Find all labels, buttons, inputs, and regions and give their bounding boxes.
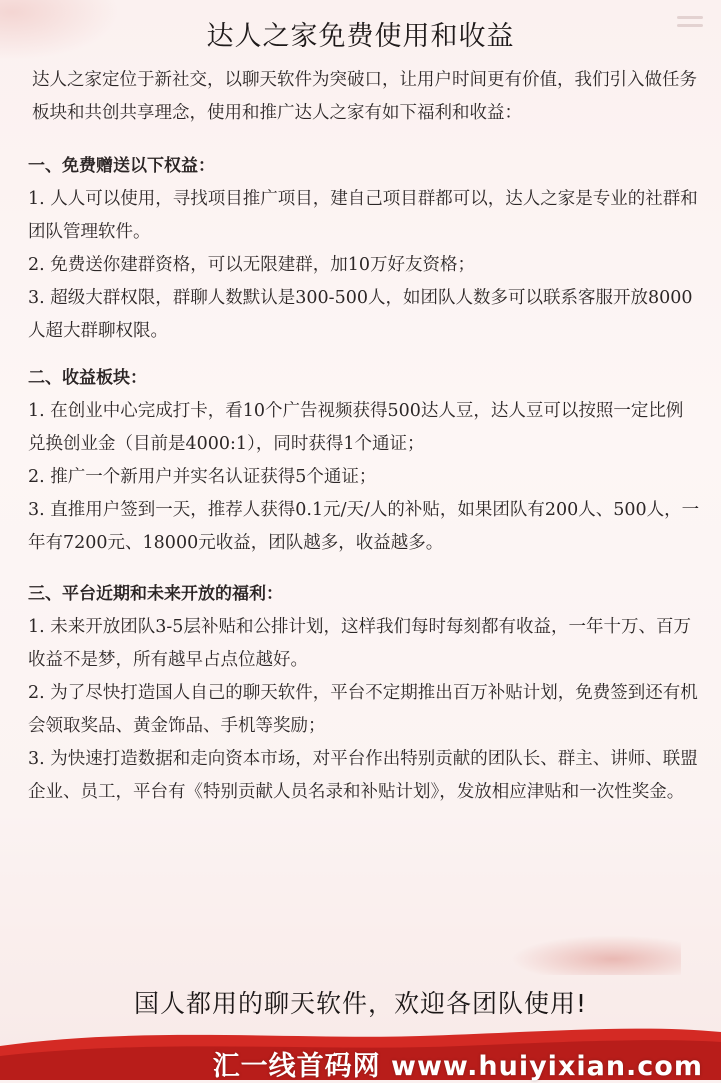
page-title: 达人之家免费使用和收益	[206, 21, 515, 52]
section-3-heading: 三、平台近期和未来开放的福利：	[28, 584, 283, 604]
section-2-item-3: 3. 直推用户签到一天，推荐人获得0.1元/天/人的补贴，如果团队有200人、500人，一年有7200元、18000元收益，团队越多，收益越多。	[28, 500, 700, 553]
section-3-item-1: 1. 未来开放团队3-5层补贴和公排计划，这样我们每时每刻都有收益，一年十万、百万收益不是梦，所有越早占点位越好。	[28, 617, 691, 670]
section-2-item-1: 1. 在创业中心完成打卡，看10个广告视频获得500达人豆，达人豆可以按照一定比例兑换创业金（目前是4000:1），同时获得1个通证；	[28, 401, 684, 454]
intro-paragraph: 达人之家定位于新社交，以聊天软件为突破口，让用户时间更有价值，我们引入做任务板块和共创共享理念，使用和推广达人之家有如下福利和收益：	[32, 70, 697, 123]
section-1-heading: 一、免费赠送以下权益：	[28, 156, 215, 176]
section-3-item-2: 2. 为了尽快打造国人自己的聊天软件，平台不定期推出百万补贴计划，免费签到还有机会领取奖品、黄金饰品、手机等奖励；	[28, 683, 698, 736]
slogan: 国人都用的聊天软件，欢迎各团队使用!	[133, 989, 588, 1018]
article-body	[28, 64, 700, 809]
decorative-cloud	[511, 935, 681, 975]
section-2-heading: 二、收益板块：	[28, 368, 147, 388]
section-1-item-3: 3. 超级大群权限，群聊人数默认是300-500人，如团队人数多可以联系客服开放8000人超大群聊权限。	[28, 288, 693, 341]
watermark-text: 汇一线首码网 www.huiyixian.com	[212, 1051, 703, 1082]
section-2-item-2: 2. 推广一个新用户并实名认证获得5个通证；	[28, 467, 377, 487]
section-3-item-3: 3. 为快速打造数据和走向资本市场，对平台作出特别贡献的团队长、群主、讲师、联盟企业、员工，平台有《特别贡献人员名录和补贴计划》，发放相应津贴和一次性奖金。	[28, 749, 698, 802]
section-1-item-2: 2. 免费送你建群资格，可以无限建群，加10万好友资格；	[28, 255, 476, 275]
section-1-item-1: 1. 人人可以使用，寻找项目推广项目，建自己项目群都可以，达人之家是专业的社群和团队管理软件。	[28, 189, 698, 242]
